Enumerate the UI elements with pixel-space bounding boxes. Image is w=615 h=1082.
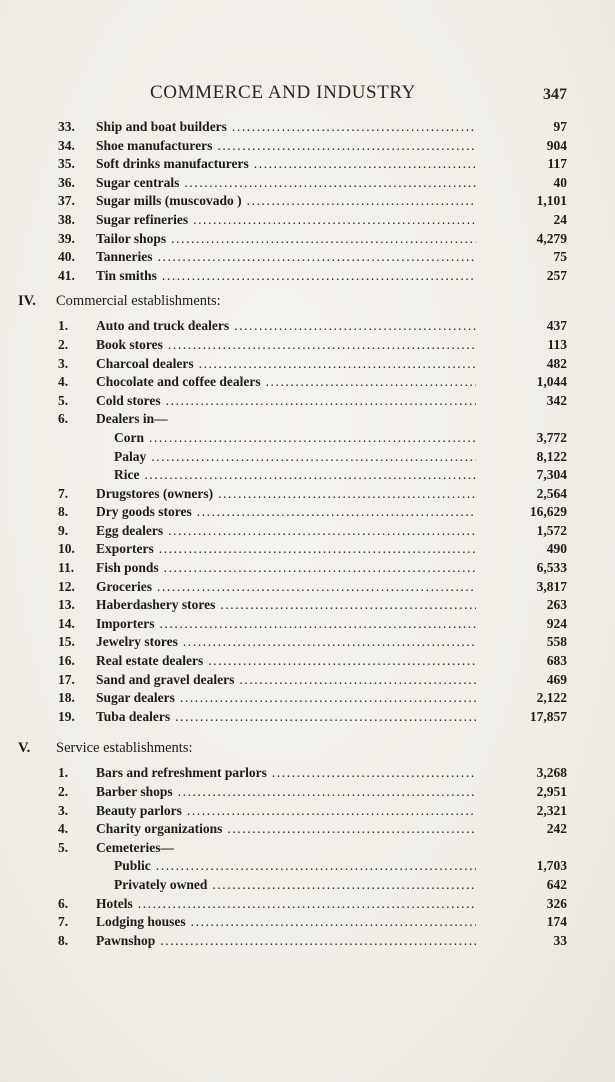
table-row — [0, 615, 615, 634]
item-number: 2. — [58, 784, 69, 799]
item-number: 8. — [58, 504, 69, 520]
item-label: Palay ..... — [114, 448, 476, 467]
item-label: Sugar dealers ..... — [96, 689, 476, 708]
item-number: 34. — [58, 137, 75, 153]
item-label: Dry goods stores ..... — [96, 503, 476, 522]
item-number: 12. — [58, 578, 75, 594]
table-row — [0, 317, 615, 336]
item-value: 33 — [553, 932, 567, 948]
item-label: Egg dealers ..... — [96, 522, 476, 541]
table-row — [0, 559, 615, 578]
item-label: Soft drinks manufacturers ..... — [96, 155, 476, 174]
item-label: Corn ..... — [114, 429, 476, 448]
item-number: 1. — [58, 318, 69, 334]
item-label: Hotels ..... — [96, 895, 476, 914]
item-label: Ship and boat builders ..... — [96, 118, 476, 137]
item-value: 326 — [546, 895, 567, 911]
item-value: 75 — [553, 249, 567, 265]
item-number: 33. — [58, 119, 75, 134]
table-row — [0, 876, 615, 895]
section-iv-list — [0, 317, 615, 726]
item-label: Bars and refreshment parlors ..... — [96, 764, 476, 783]
item-value: 2,321 — [536, 802, 567, 818]
item-value: 4,279 — [536, 230, 567, 246]
table-row — [0, 652, 615, 671]
table-row — [0, 783, 615, 802]
item-value: 2,564 — [536, 485, 567, 501]
item-label: Exporters ..... — [96, 540, 476, 559]
item-number: 7. — [58, 914, 69, 930]
item-label: Rice ..... — [114, 466, 476, 485]
item-label: Shoe manufacturers ..... — [96, 137, 476, 156]
table-row — [0, 155, 615, 174]
item-label: Barber shops ..... — [96, 783, 476, 802]
item-value: 257 — [546, 267, 567, 283]
item-label: Book stores ..... — [96, 336, 476, 355]
item-number: 3. — [58, 802, 69, 818]
item-label: Chocolate and coffee dealers ..... — [96, 373, 476, 392]
table-row — [0, 633, 615, 652]
item-label: Real estate dealers ..... — [96, 652, 476, 671]
section-numeral: IV. — [18, 293, 36, 310]
item-number: 36. — [58, 174, 75, 190]
item-value: 490 — [546, 541, 567, 557]
item-value: 97 — [553, 119, 567, 134]
table-row — [0, 355, 615, 374]
item-value: 2,951 — [536, 784, 567, 799]
table-row — [0, 708, 615, 727]
table-row — [0, 118, 615, 137]
item-value: 8,122 — [536, 448, 567, 464]
table-row — [0, 578, 615, 597]
item-value: 924 — [546, 615, 567, 631]
item-label: Haberdashery stores ..... — [96, 596, 476, 615]
item-label: Sugar mills (muscovado ) ..... — [96, 192, 476, 211]
item-number: 16. — [58, 653, 75, 669]
item-number: 41. — [58, 267, 75, 283]
table-row — [0, 596, 615, 615]
table-row — [0, 137, 615, 156]
table-row — [0, 485, 615, 504]
item-value: 1,101 — [536, 193, 567, 209]
item-value: 242 — [546, 821, 567, 837]
item-value: 3,268 — [536, 765, 567, 781]
table-row — [0, 230, 615, 249]
item-number: 35. — [58, 156, 75, 172]
item-label: Sand and gravel dealers ..... — [96, 671, 476, 690]
item-number: 18. — [58, 690, 75, 706]
item-value: 113 — [547, 336, 567, 352]
item-value: 904 — [546, 137, 567, 153]
item-value: 2,122 — [536, 690, 567, 706]
item-number: 6. — [58, 411, 69, 427]
item-label: Lodging houses ..... — [96, 913, 476, 932]
item-value: 3,817 — [536, 578, 567, 594]
item-number: 10. — [58, 541, 75, 557]
item-value: 342 — [546, 392, 567, 408]
table-row — [0, 267, 615, 286]
item-number: 40. — [58, 249, 75, 265]
item-value: 3,772 — [536, 429, 567, 445]
table-row — [0, 448, 615, 467]
item-number: 1. — [58, 765, 69, 781]
item-number: 4. — [58, 821, 69, 837]
table-row — [0, 913, 615, 932]
page-number: 347 — [543, 86, 567, 103]
item-label: Sugar centrals ..... — [96, 174, 476, 193]
item-number: 17. — [58, 671, 75, 687]
table-row — [0, 857, 615, 876]
table-row — [0, 540, 615, 559]
item-number: 2. — [58, 336, 69, 352]
item-value: 1,044 — [536, 374, 567, 390]
item-value: 117 — [547, 156, 567, 172]
table-row — [0, 820, 615, 839]
table-row — [0, 429, 615, 448]
item-label: Drugstores (owners) ..... — [96, 485, 476, 504]
table-row — [0, 932, 615, 951]
item-number: 38. — [58, 211, 75, 227]
item-label: Charcoal dealers ..... — [96, 355, 476, 374]
table-row — [0, 373, 615, 392]
section-v-heading — [0, 732, 615, 760]
item-value: 263 — [546, 597, 567, 613]
item-number: 11. — [58, 560, 75, 576]
table-row — [0, 895, 615, 914]
item-number: 37. — [58, 193, 75, 209]
table-row — [0, 174, 615, 193]
item-value: 642 — [546, 876, 567, 892]
item-number: 7. — [58, 485, 69, 501]
item-value: 482 — [546, 355, 567, 371]
item-number: 8. — [58, 932, 69, 948]
item-label: Sugar refineries ..... — [96, 211, 476, 230]
table-row — [0, 466, 615, 485]
item-value: 16,629 — [529, 504, 567, 520]
item-value: 683 — [546, 653, 567, 669]
item-label: Privately owned ..... — [114, 876, 476, 895]
item-label: Importers ..... — [96, 615, 476, 634]
table-row — [0, 248, 615, 267]
item-number: 14. — [58, 615, 75, 631]
table-row — [0, 671, 615, 690]
continued-list — [0, 118, 615, 285]
section-title: Service establishments: — [56, 740, 193, 757]
item-label: Fish ponds ..... — [96, 559, 476, 578]
item-number: 19. — [58, 708, 75, 724]
item-number: 9. — [58, 522, 69, 538]
table-row — [0, 689, 615, 708]
table-row — [0, 211, 615, 230]
table-content — [0, 118, 615, 950]
item-value: 437 — [546, 318, 567, 334]
item-number: 5. — [58, 392, 69, 408]
item-value: 1,572 — [536, 522, 567, 538]
table-row — [0, 764, 615, 783]
section-v-list — [0, 764, 615, 950]
item-number: 39. — [58, 230, 75, 246]
item-number: 5. — [58, 839, 69, 855]
item-value: 558 — [546, 634, 567, 650]
item-label: Groceries ..... — [96, 578, 476, 597]
table-row — [0, 522, 615, 541]
item-value: 1,703 — [536, 858, 567, 874]
section-iv-heading — [0, 285, 615, 313]
item-label: Charity organizations ..... — [96, 820, 476, 839]
item-value: 6,533 — [536, 560, 567, 576]
item-label: Jewelry stores ..... — [96, 633, 476, 652]
item-label: Dealers in— — [96, 411, 168, 427]
item-label: Tuba dealers ..... — [96, 708, 476, 727]
item-value: 24 — [553, 211, 567, 227]
item-label: Pawnshop ..... — [96, 932, 476, 951]
item-label: Beauty parlors ..... — [96, 802, 476, 821]
table-row — [0, 336, 615, 355]
table-row — [0, 392, 615, 411]
item-value: 7,304 — [536, 467, 567, 483]
item-label: Cold stores ..... — [96, 392, 476, 411]
item-label: Tanneries ..... — [96, 248, 476, 267]
item-number: 3. — [58, 355, 69, 371]
item-label: Tailor shops ..... — [96, 230, 476, 249]
section-numeral: V. — [18, 740, 31, 757]
item-label: Tin smiths ..... — [96, 267, 476, 286]
section-title: Commercial establishments: — [56, 293, 221, 310]
table-row — [0, 802, 615, 821]
item-number: 6. — [58, 895, 69, 911]
running-head: COMMERCE AND INDUSTRY — [150, 82, 416, 103]
item-value: 17,857 — [529, 708, 567, 724]
item-number: 13. — [58, 597, 75, 613]
item-value: 469 — [546, 671, 567, 687]
table-row — [0, 410, 615, 429]
table-row — [0, 839, 615, 858]
item-number: 15. — [58, 634, 75, 650]
item-value: 40 — [553, 174, 567, 190]
table-row — [0, 192, 615, 211]
item-label: Public ..... — [114, 857, 476, 876]
item-value: 174 — [546, 914, 567, 930]
item-number: 4. — [58, 374, 69, 390]
table-row — [0, 503, 615, 522]
item-label: Cemeteries— — [96, 839, 174, 855]
item-label: Auto and truck dealers ..... — [96, 317, 476, 336]
